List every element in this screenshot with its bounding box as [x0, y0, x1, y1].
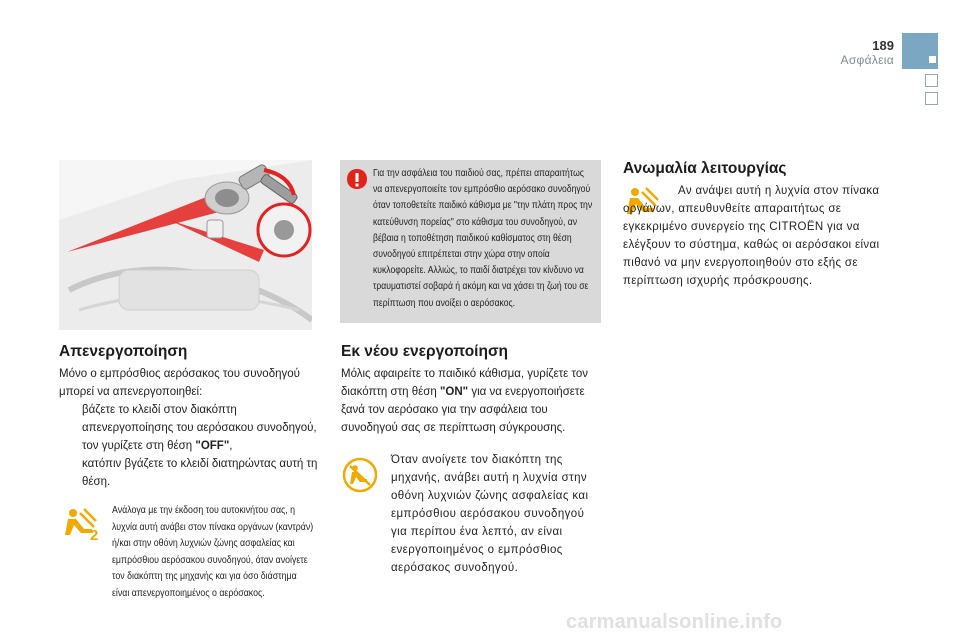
airbag-on-indicator-icon — [342, 457, 378, 493]
deactivation-note: Ανάλογα με την έκδοση του αυτοκινήτου σας, η λυχνία αυτή ανάβει στον πίνακα οργάνων (καντράν) ή/και στην οθόνη λυχνιών ζώνης ασφαλείας και εμπρόσθιου αερόσακου συνοδηγού, όταν ανοίγετε τον διακόπτη της μηχανής και για όσο διάστημα είναι απενεργοποιημένος ο αερόσακος. — [112, 505, 314, 599]
reactivation-title: Εκ νέου ενεργοποίηση — [341, 343, 509, 360]
page-number: 189 — [872, 38, 894, 53]
list-item: βάζετε το κλειδί στον διακόπτη απενεργοποίησης του αερόσακου συνοδηγού, — [82, 404, 317, 434]
deactivation-intro: Μόνο ο εμπρόσθιος αερόσακος του συνοδηγού μπορεί να απενεργοποιηθεί: — [59, 368, 300, 398]
deactivation-steps — [59, 401, 321, 491]
glovebox-drawing — [59, 160, 312, 330]
warning-text: Για την ασφάλεια του παιδιού σας, πρέπει απαραιτήτως να απενεργοποιείτε τον εμπρόσθιο αερόσακο συνοδηγού όταν τοποθετείτε παιδικό κάθισμα με "την πλάτη προς την κατεύθυνση πορείας" στο κάθισμα του συνοδηγού, αν βέβαια η τοποθέτηση παιδικού καθίσματος στη θέση συνοδηγού επιτρέπεται στην χώρα στην οποία κυκλοφορείτε. Αλλιώς, το παιδί διατρέχει τον κίνδυνο να τραυματιστεί σοβαρά ή ακόμη και να χάσει τη ζωή του σε περίπτωση που ανοίξει ο αερόσακος. — [373, 168, 593, 309]
warning-icon — [346, 168, 368, 190]
reactivation-note: Όταν ανοίγετε τον διακόπτη της μηχανής, ανάβει αυτή η λυχνία στην οθόνη λυχνιών ζώνης ασφαλείας και εμπρόσθιου αερόσακου συνοδηγού για περίπου ένα λεπτό, αν είναι ενεργοποιημένος ο εμπρόσθιος αερόσακος συνοδηγού. — [391, 454, 589, 574]
nav-box-1 — [925, 74, 938, 87]
svg-text:2: 2 — [90, 527, 99, 541]
deactivation-title: Απενεργοποίηση — [59, 343, 188, 360]
airbag-off-indicator-icon — [62, 507, 104, 541]
malfunction-text: Αν ανάψει αυτή η λυχνία στον πίνακα οργάνων, απευθυνθείτε απαραιτήτως σε εγκεκριμένο συνεργείο της CITROËN για να ελέγξουν το σύστημα, καθώς οι αερόσακοι είναι πιθανό να μην ενεργοποιηθούν στο εξής σε περίπτωση ισχυρής πρόσκρουσης. — [623, 185, 880, 287]
watermark: carmanualsonline.info — [566, 611, 783, 633]
key-switch-illustration — [59, 160, 312, 330]
section-title: Ασφάλεια — [840, 53, 894, 67]
section-tab-marker — [929, 56, 936, 63]
list-item: τον γυρίζετε στη θέση "OFF", — [82, 440, 233, 452]
reactivation-body: Μόλις αφαιρείτε το παιδικό κάθισμα, γυρίζετε τον διακόπτη στη θέση "ON" για να ενεργοποιήσετε ξανά τον αερόσακο για την ασφάλεια του συνοδηγού σας σε περίπτωση σύγκρουσης. — [341, 368, 588, 434]
deactivation-body — [59, 365, 321, 491]
list-item: κατόπιν βγάζετε το κλειδί διατηρώντας αυτή τη θέση. — [82, 458, 318, 488]
malfunction-title: Ανωμαλία λειτουργίας — [623, 160, 787, 177]
section-tab — [902, 33, 938, 69]
nav-box-2 — [925, 92, 938, 105]
